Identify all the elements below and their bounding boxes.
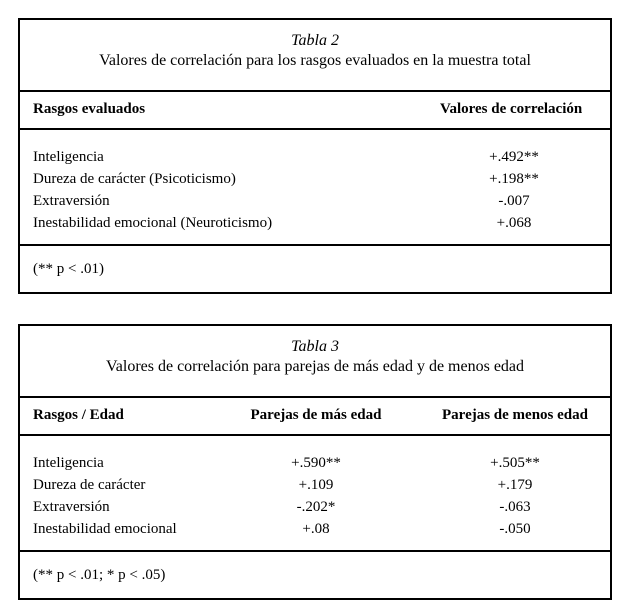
table-3-body xyxy=(20,436,610,552)
row-younger: -.050 xyxy=(499,521,531,537)
table-3-header-traits: Rasgos / Edad xyxy=(33,407,124,423)
row-older: +.109 xyxy=(298,477,334,493)
table-2-header-values: Valores de correlación xyxy=(440,101,583,117)
row-trait: Inestabilidad emocional xyxy=(33,521,177,537)
table-3-number: Tabla 3 xyxy=(291,338,339,355)
row-younger: -.063 xyxy=(499,499,531,515)
table-2-caption xyxy=(20,20,610,92)
table-2-header xyxy=(20,92,610,130)
row-older: +.08 xyxy=(302,521,330,537)
row-trait: Dureza de carácter (Psicoticismo) xyxy=(33,171,236,187)
table-2-footnote: (** p < .01) xyxy=(33,261,104,277)
table-2-body xyxy=(20,130,610,246)
table-3-header xyxy=(20,398,610,436)
row-value: +.068 xyxy=(496,215,532,231)
table-3-title: Valores de correlación para parejas de más edad y de menos edad xyxy=(105,358,525,375)
row-value: +.198** xyxy=(489,171,539,187)
row-younger: +.505** xyxy=(490,455,540,471)
row-younger: +.179 xyxy=(497,477,533,493)
table-3-header-older: Parejas de más edad xyxy=(250,407,382,423)
row-trait: Dureza de carácter xyxy=(33,477,146,493)
table-2-footnote-row xyxy=(20,246,610,292)
table-2 xyxy=(18,18,612,294)
row-trait: Inteligencia xyxy=(33,455,104,471)
row-value: -.007 xyxy=(498,193,530,209)
table-3-header-younger: Parejas de menos edad xyxy=(442,407,588,423)
table-3-footnote-row xyxy=(20,552,610,598)
table-2-header-traits: Rasgos evaluados xyxy=(33,101,146,117)
row-value: +.492** xyxy=(489,149,539,165)
row-trait: Inestabilidad emocional (Neuroticismo) xyxy=(33,215,273,231)
row-trait: Inteligencia xyxy=(33,149,104,165)
row-older: +.590** xyxy=(291,455,341,471)
table-2-number: Tabla 2 xyxy=(291,32,339,49)
table-3-caption xyxy=(20,326,610,398)
table-3 xyxy=(18,324,612,600)
row-trait: Extraversión xyxy=(33,193,110,209)
table-2-title: Valores de correlación para los rasgos evaluados en la muestra total xyxy=(99,52,531,69)
row-older: -.202* xyxy=(296,499,336,515)
row-trait: Extraversión xyxy=(33,499,110,515)
table-3-footnote: (** p < .01; * p < .05) xyxy=(33,567,166,583)
